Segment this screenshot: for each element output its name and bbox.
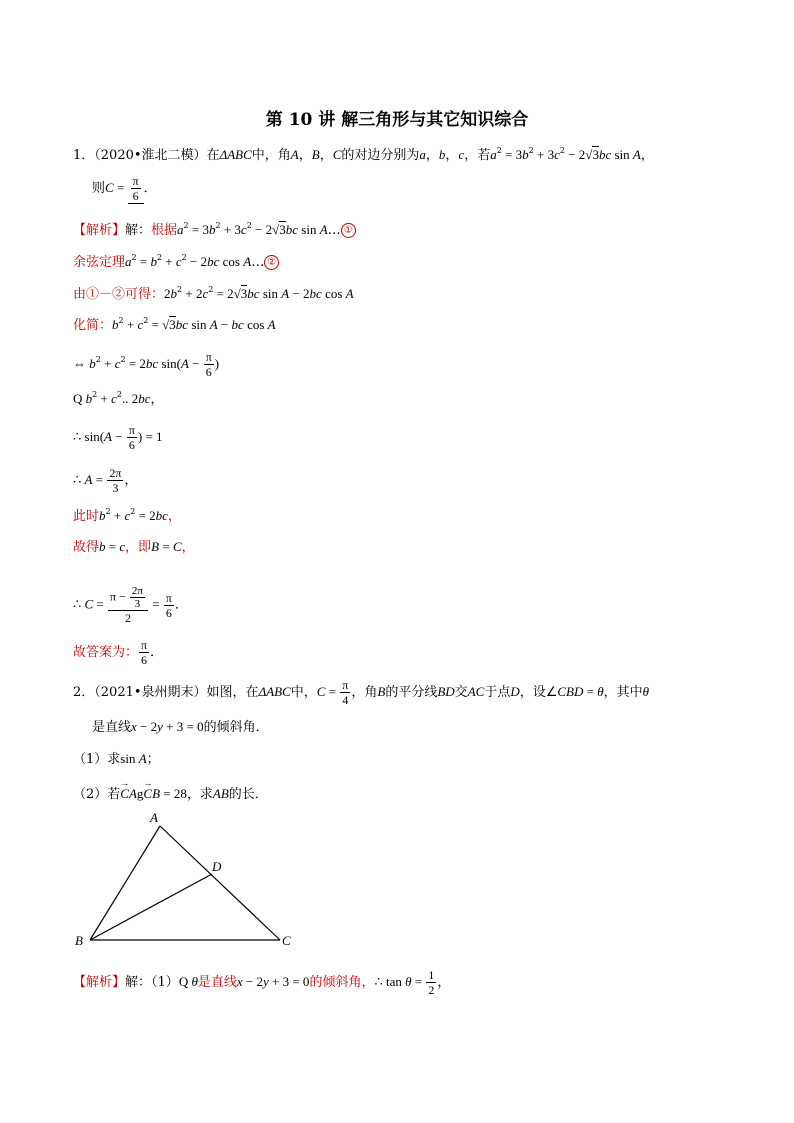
sol1-line7: ∴ sin(A − $\frac{\pi}{6}$ ) = 1 [73,423,163,452]
analysis-label: 【解析】 [73,223,126,238]
label-a: A [150,810,158,825]
q2-line1: 2．（2021•泉州期末）如图，在ΔABC中，C = $\frac{\pi}{4}$ ，角B的平分线BD交AC于点D，设∠CBD = θ，其中θ [73,678,650,707]
segment-bd [90,874,212,940]
q2-part2: （2）若→ CAg→ CB = 28，求AB的长． [73,785,268,804]
sol1-line10: 故得b = c，即B = C， [73,539,195,555]
q2-line2: 是直线x − 2y + 3 = 0的倾斜角． [92,719,269,735]
analysis-label-2: 【解析】 [73,975,126,990]
sol1-line4: 化简：$b^2 + c^2 = √3bc$ sin A − bc cos A [73,316,276,333]
triangle-lines [90,826,280,940]
sol1-line5: ⇔ $b^2 + c^2 = 2bc$ sin(A − $\frac{\pi}{6}$ ) [73,350,220,379]
sol1-line11: ∴ C = π − $\frac{2\pi}{3}$ 2 = $\frac{\pi}{6}$ ． [73,585,188,625]
sol2-line1: 【解析】解：（1）Q θ是直线x − 2y + 3 = 0的倾斜角，∴ tan θ = $\frac{1}{2}$ ， [73,968,451,997]
triangle-figure [70,808,310,953]
label-c: C [282,933,291,948]
label-b: B [75,933,83,948]
sol1-line1: 【解析】解：根据$a^2 = 3b^2 + 3c^2 - 2√3bc$ sin A… ① [73,221,356,240]
sol1-line3: 由①－②可得：$2b^2 + 2c^2 = 2√3bc$ sin A − 2bc cos A [73,285,354,302]
sol1-line6: Q $b^2 + c^2$.. 2bc， [73,390,164,407]
label-d: D [212,859,222,874]
q1-line2: 则C = $\frac{\pi}{6}$ ． [92,174,157,203]
side-ac [160,826,280,940]
sol1-line8: ∴ A = $\frac{2\pi}{3}$ ， [73,466,138,495]
sol1-line9: 此时$b^2 + c^2 = 2bc$， [73,507,181,524]
side-ab [90,826,160,940]
q1-line1: 1．（2020•淮北二模）在ΔABC中，角A，B，C的对边分别为a，b，c，若$a^2 = 3b^2 + 3c^2 - 2√3bc$ sin A， [73,146,654,163]
q2-part1: （1）求sin A； [73,751,160,767]
page-title: 第 10 讲 解三角形与其它知识综合 [265,110,529,130]
sol1-line12: 故答案为： $\frac{\pi}{6}$ ． [73,638,164,667]
sol1-line2: 余弦定理$a^2 = b^2 + c^2 - 2bc$ cos A… ② [73,253,279,272]
